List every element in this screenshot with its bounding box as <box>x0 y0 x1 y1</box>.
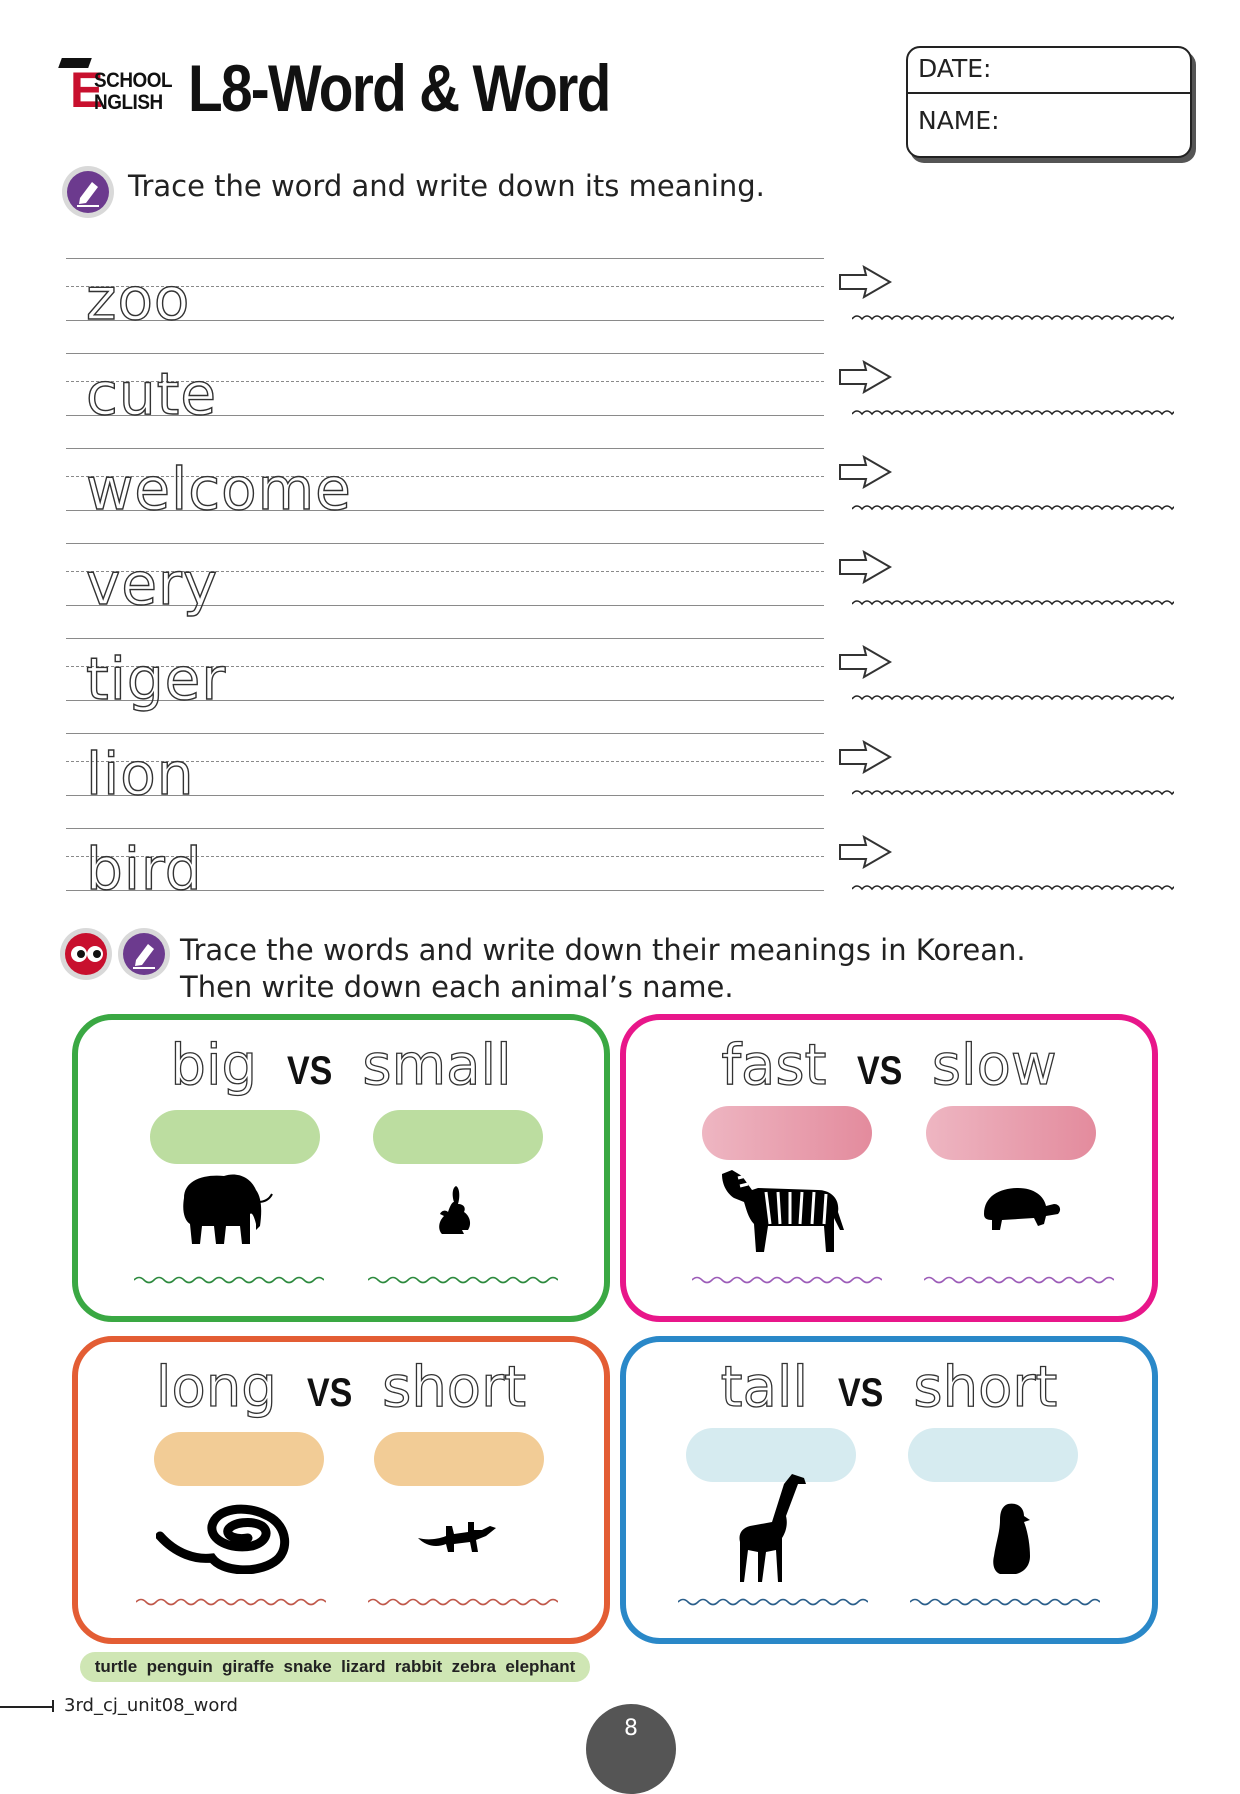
vs-label: VS <box>856 1049 902 1093</box>
answer-wavy-line[interactable] <box>368 1274 558 1286</box>
word-bank-item: elephant <box>505 1657 576 1676</box>
arrow-icon <box>838 550 894 584</box>
card-fast-slow <box>620 1014 1158 1322</box>
top-guide-line <box>66 638 824 639</box>
top-guide-line <box>66 353 824 354</box>
page-number: 8 <box>624 1716 638 1741</box>
meaning-answer-pill[interactable] <box>154 1432 324 1486</box>
page-title: L8-Word & Word <box>188 51 610 125</box>
meaning-answer-pill[interactable] <box>373 1110 543 1164</box>
footer-rule <box>0 1706 54 1708</box>
word-bank-item: snake <box>283 1657 332 1676</box>
trace-word-tall[interactable]: tall <box>720 1355 809 1420</box>
lizard-silhouette <box>416 1518 500 1560</box>
penguin-silhouette <box>990 1502 1036 1576</box>
word-bank-item: giraffe <box>222 1657 275 1676</box>
answer-wavy-line[interactable] <box>852 312 1174 326</box>
arrow-icon <box>838 455 894 489</box>
footer-code: 3rd_cj_unit08_word <box>64 1695 238 1716</box>
answer-wavy-line[interactable] <box>852 597 1174 611</box>
card-big-small <box>72 1014 610 1322</box>
trace-word[interactable]: zoo <box>86 265 191 333</box>
date-name-box <box>906 46 1192 158</box>
section1-instruction: Trace the word and write down its meaning. <box>128 169 765 203</box>
arrow-icon <box>838 360 894 394</box>
meaning-answer-pill[interactable] <box>374 1432 544 1486</box>
footer-rule-tick <box>52 1700 54 1712</box>
answer-wavy-line[interactable] <box>852 787 1174 801</box>
date-label: DATE: <box>918 54 992 83</box>
word-bank-item: penguin <box>146 1657 213 1676</box>
trace-word[interactable]: welcome <box>86 455 352 523</box>
arrow-icon <box>838 835 894 869</box>
arrow-icon <box>838 645 894 679</box>
pencil-icon <box>118 928 170 980</box>
date-name-divider <box>908 92 1190 94</box>
trace-word-short[interactable]: short <box>913 1355 1058 1420</box>
answer-wavy-line[interactable] <box>692 1274 882 1286</box>
meaning-answer-pill[interactable] <box>926 1106 1096 1160</box>
arrow-icon <box>838 740 894 774</box>
top-guide-line <box>66 733 824 734</box>
top-guide-line <box>66 258 824 259</box>
answer-wavy-line[interactable] <box>368 1596 558 1608</box>
top-guide-line <box>66 543 824 544</box>
page-number-badge <box>586 1704 676 1794</box>
meaning-answer-pill[interactable] <box>908 1428 1078 1482</box>
trace-word-short[interactable]: short <box>382 1355 527 1420</box>
answer-wavy-line[interactable] <box>678 1596 868 1608</box>
word-bank-item: lizard <box>341 1657 386 1676</box>
section2-instruction-line1: Trace the words and write down their meanings in Korean. <box>180 933 1026 967</box>
vs-label: VS <box>838 1371 884 1415</box>
logo-word-school: SCHOOL <box>94 69 173 92</box>
trace-word[interactable]: lion <box>86 740 195 808</box>
section2-instruction-line2: Then write down each animal’s name. <box>180 970 734 1004</box>
logo-letter-e: E <box>70 62 104 118</box>
answer-wavy-line[interactable] <box>852 502 1174 516</box>
answer-wavy-line[interactable] <box>136 1596 326 1608</box>
meaning-answer-pill[interactable] <box>702 1106 872 1160</box>
trace-word-slow[interactable]: slow <box>931 1033 1057 1098</box>
answer-wavy-line[interactable] <box>910 1596 1100 1608</box>
trace-word-big[interactable]: big <box>170 1033 258 1098</box>
name-label: NAME: <box>918 106 1000 135</box>
word-bank-item: turtle <box>94 1657 138 1676</box>
word-bank-item: rabbit <box>394 1657 443 1676</box>
answer-wavy-line[interactable] <box>852 407 1174 421</box>
logo-word-english: NGLISH <box>94 91 163 114</box>
answer-wavy-line[interactable] <box>852 692 1174 706</box>
word-bank <box>80 1652 590 1682</box>
pencil-icon <box>62 166 114 218</box>
vs-label: VS <box>306 1371 353 1415</box>
giraffe-silhouette <box>726 1470 810 1586</box>
meaning-answer-pill[interactable] <box>150 1110 320 1164</box>
school-english-logo <box>58 58 178 120</box>
card-tall-short <box>620 1336 1158 1644</box>
eyes-icon <box>60 928 112 980</box>
trace-word-small[interactable]: small <box>362 1033 512 1098</box>
elephant-silhouette <box>174 1168 274 1252</box>
turtle-silhouette <box>978 1184 1062 1234</box>
snake-silhouette <box>156 1502 292 1574</box>
trace-word-fast[interactable]: fast <box>721 1033 827 1098</box>
vs-label: VS <box>287 1049 333 1093</box>
rabbit-silhouette <box>434 1184 476 1236</box>
answer-wavy-line[interactable] <box>924 1274 1114 1286</box>
top-guide-line <box>66 828 824 829</box>
trace-word[interactable]: cute <box>86 360 218 428</box>
card-long-short <box>72 1336 610 1644</box>
trace-word[interactable]: bird <box>86 835 203 903</box>
answer-wavy-line[interactable] <box>852 882 1174 896</box>
arrow-icon <box>838 265 894 299</box>
trace-word[interactable]: very <box>86 550 219 618</box>
trace-word[interactable]: tiger <box>86 645 227 713</box>
answer-wavy-line[interactable] <box>134 1274 324 1286</box>
trace-word-long[interactable]: long <box>155 1355 277 1420</box>
top-guide-line <box>66 448 824 449</box>
word-bank-item: zebra <box>451 1657 496 1676</box>
zebra-silhouette <box>718 1168 854 1258</box>
